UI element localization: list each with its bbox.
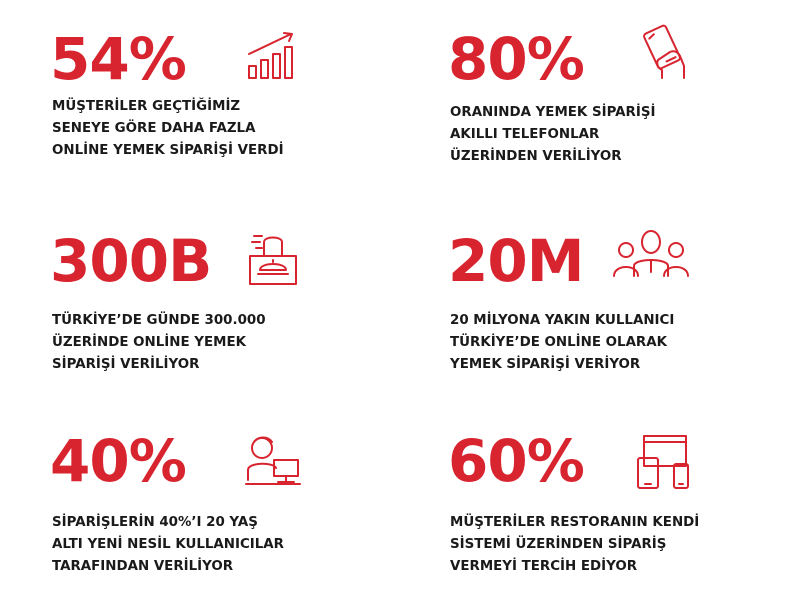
group-of-people-icon [612, 228, 690, 278]
stat-description: MÜŞTERİLER RESTORANIN KENDİ SİSTEMİ ÜZERİNDEN SİPARİŞ VERMEYİ TERCİH EDİYOR [450, 515, 700, 574]
stat-value: 40% [50, 427, 186, 495]
stat-block-young-users [50, 427, 390, 612]
stat-block-online-order-growth [50, 25, 390, 210]
stat-value: 300B [50, 227, 212, 295]
stat-block-daily-orders [50, 227, 390, 412]
stat-description: SİPARİŞLERİN 40%’I 20 YAŞ ALTI YENİ NESİL KULLANICILAR TARAFINDAN VERİLİYOR [52, 515, 284, 574]
stat-description: MÜŞTERİLER GEÇTİĞİMİZ SENEYE GÖRE DAHA FAZLA ONLİNE YEMEK SİPARİŞİ VERDİ [52, 99, 284, 158]
stat-value: 60% [448, 427, 584, 495]
stat-block-smartphone-share [448, 25, 788, 210]
stat-block-user-count [448, 227, 788, 412]
young-person-at-computer-icon [244, 434, 302, 490]
multi-device-icon [636, 434, 692, 490]
stat-description: 20 MİLYONA YAKIN KULLANICI TÜRKİYE’DE ONLİNE OLARAK YEMEK SİPARİŞİ VERİYOR [450, 313, 675, 372]
food-delivery-bag-icon [246, 232, 300, 286]
growth-bar-chart-icon [246, 32, 302, 82]
hand-holding-smartphone-icon [640, 22, 692, 80]
stat-value: 80% [448, 25, 584, 93]
stat-description: TÜRKİYE’DE GÜNDE 300.000 ÜZERİNDE ONLİNE YEMEK SİPARİŞİ VERİLİYOR [52, 313, 266, 372]
stat-value: 20M [448, 227, 584, 295]
stat-description: ORANINDA YEMEK SİPARİŞİ AKILLI TELEFONLAR ÜZERİNDEN VERİLİYOR [450, 105, 656, 164]
stat-value: 54% [50, 25, 186, 93]
stat-block-restaurant-system [448, 427, 788, 612]
